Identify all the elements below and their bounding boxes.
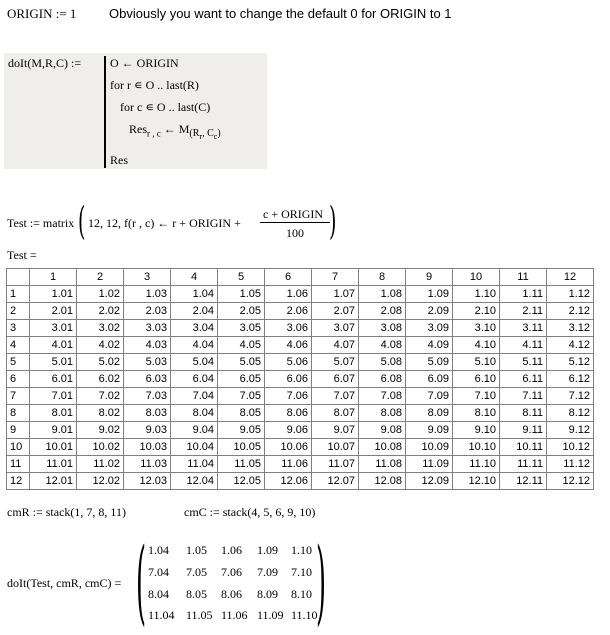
matrix-col-header[interactable]: 1 xyxy=(30,269,77,286)
matrix-row-header[interactable]: 7 xyxy=(7,388,30,405)
matrix-cell[interactable]: 3.04 xyxy=(171,320,218,337)
matrix-cell[interactable]: 10.06 xyxy=(265,439,312,456)
test-open-paren: ( xyxy=(78,199,86,243)
result-cell: 8.10 xyxy=(291,587,312,601)
result-cell: 8.04 xyxy=(148,587,169,601)
matrix-cell[interactable]: 1.11 xyxy=(500,286,547,303)
result-cell: 8.09 xyxy=(257,587,278,601)
matrix-cell[interactable]: 6.10 xyxy=(453,371,500,388)
matrix-col-header[interactable]: 8 xyxy=(359,269,406,286)
matrix-cell[interactable]: 5.05 xyxy=(218,354,265,371)
matrix-col-header[interactable]: 12 xyxy=(547,269,594,286)
matrix-cell[interactable]: 9.06 xyxy=(265,422,312,439)
matrix-row-header[interactable]: 8 xyxy=(7,405,30,422)
matrix-col-header[interactable]: 10 xyxy=(453,269,500,286)
matrix-cell[interactable]: 9.01 xyxy=(30,422,77,439)
matrix-cell[interactable]: 8.10 xyxy=(453,405,500,422)
fraction-numerator: c + ORIGIN xyxy=(263,207,324,221)
matrix-cell[interactable]: 4.01 xyxy=(30,337,77,354)
test-definition-lhs[interactable]: Test := matrix xyxy=(7,216,75,230)
matrix-cell[interactable]: 6.07 xyxy=(312,371,359,388)
matrix-cell[interactable]: 1.09 xyxy=(406,286,453,303)
matrix-cell[interactable]: 7.12 xyxy=(547,388,594,405)
matrix-col-header[interactable]: 7 xyxy=(312,269,359,286)
matrix-cell[interactable]: 1.06 xyxy=(265,286,312,303)
matrix-cell[interactable]: 12.12 xyxy=(547,473,594,490)
matrix-cell[interactable]: 12.09 xyxy=(406,473,453,490)
result-cell: 1.04 xyxy=(148,543,169,557)
matrix-cell[interactable]: 8.06 xyxy=(265,405,312,422)
result-open-paren: ( xyxy=(136,528,147,635)
matrix-col-header[interactable]: 9 xyxy=(406,269,453,286)
matrix-cell[interactable]: 5.12 xyxy=(547,354,594,371)
matrix-cell[interactable]: 3.12 xyxy=(547,320,594,337)
matrix-cell[interactable]: 7.04 xyxy=(171,388,218,405)
m-sub-close: ) xyxy=(217,128,221,140)
matrix-cell[interactable]: 1.08 xyxy=(359,286,406,303)
matrix-cell[interactable]: 3.11 xyxy=(500,320,547,337)
matrix-cell[interactable]: 4.07 xyxy=(312,337,359,354)
matrix-cell[interactable]: 5.01 xyxy=(30,354,77,371)
result-cell: 11.09 xyxy=(257,608,284,622)
matrix-row-header[interactable]: 11 xyxy=(7,456,30,473)
res-symbol: Res xyxy=(129,122,147,136)
matrix-cell[interactable]: 7.09 xyxy=(406,388,453,405)
matrix-row-header[interactable]: 5 xyxy=(7,354,30,371)
result-cell: 7.05 xyxy=(186,565,207,579)
matrix-cell[interactable]: 8.08 xyxy=(359,405,406,422)
program-definition: doIt(M,R,C) := xyxy=(8,56,82,70)
program-line-return: Res xyxy=(110,153,128,167)
matrix-col-header[interactable]: 11 xyxy=(500,269,547,286)
matrix-cell[interactable]: 1.01 xyxy=(30,286,77,303)
program-line-for-c: for c ∊ O .. last(C) xyxy=(120,100,211,114)
matrix-row-header[interactable]: 6 xyxy=(7,371,30,388)
program-line-assign xyxy=(129,122,221,141)
program-line-origin: O ← ORIGIN xyxy=(110,56,179,70)
matrix-row-header[interactable]: 9 xyxy=(7,422,30,439)
matrix-cell[interactable]: 3.01 xyxy=(30,320,77,337)
matrix-cell[interactable]: 8.05 xyxy=(218,405,265,422)
test-definition-args: 12, 12, f(r , c) ← r + ORIGIN + xyxy=(88,216,241,230)
matrix-cell[interactable]: 2.06 xyxy=(265,303,312,320)
matrix-cell[interactable]: 3.03 xyxy=(124,320,171,337)
matrix-cell[interactable]: 11.05 xyxy=(218,456,265,473)
matrix-cell[interactable]: 11.07 xyxy=(312,456,359,473)
matrix-cell[interactable]: 12.08 xyxy=(359,473,406,490)
matrix-cell[interactable]: 3.07 xyxy=(312,320,359,337)
matrix-cell[interactable]: 12.01 xyxy=(30,473,77,490)
matrix-cell[interactable]: 2.09 xyxy=(406,303,453,320)
matrix-cell[interactable]: 11.04 xyxy=(171,456,218,473)
matrix-cell[interactable]: 4.10 xyxy=(453,337,500,354)
matrix-cell[interactable]: 9.11 xyxy=(500,422,547,439)
matrix-cell[interactable]: 12.07 xyxy=(312,473,359,490)
origin-comment[interactable]: Obviously you want to change the default 0 for ORIGIN to 1 xyxy=(109,6,452,21)
matrix-col-header[interactable]: 5 xyxy=(218,269,265,286)
matrix-cell[interactable]: 8.09 xyxy=(406,405,453,422)
matrix-cell[interactable]: 1.02 xyxy=(77,286,124,303)
matrix-cell[interactable]: 6.11 xyxy=(500,371,547,388)
matrix-cell[interactable]: 12.10 xyxy=(453,473,500,490)
result-close-paren: ) xyxy=(316,528,327,635)
matrix-cell[interactable]: 3.08 xyxy=(359,320,406,337)
matrix-cell[interactable]: 5.11 xyxy=(500,354,547,371)
result-lhs[interactable]: doIt(Test, cmR, cmC) = xyxy=(7,576,122,590)
matrix-cell[interactable]: 7.11 xyxy=(500,388,547,405)
cmR-definition[interactable]: cmR := stack(1, 7, 8, 11) xyxy=(7,505,126,519)
matrix-cell[interactable]: 10.08 xyxy=(359,439,406,456)
matrix-cell[interactable]: 6.12 xyxy=(547,371,594,388)
matrix-cell[interactable]: 2.10 xyxy=(453,303,500,320)
matrix-cell[interactable]: 5.02 xyxy=(77,354,124,371)
matrix-row-header[interactable]: 4 xyxy=(7,337,30,354)
matrix-cell[interactable]: 9.04 xyxy=(171,422,218,439)
matrix-cell[interactable]: 6.05 xyxy=(218,371,265,388)
matrix-cell[interactable]: 7.10 xyxy=(453,388,500,405)
matrix-cell[interactable]: 5.10 xyxy=(453,354,500,371)
matrix-cell[interactable]: 1.03 xyxy=(124,286,171,303)
matrix-cell[interactable]: 10.09 xyxy=(406,439,453,456)
matrix-cell[interactable]: 2.05 xyxy=(218,303,265,320)
matrix-cell[interactable]: 9.03 xyxy=(124,422,171,439)
matrix-col-header[interactable]: 4 xyxy=(171,269,218,286)
matrix-cell[interactable]: 8.11 xyxy=(500,405,547,422)
matrix-cell[interactable]: 10.07 xyxy=(312,439,359,456)
matrix-cell[interactable]: 2.04 xyxy=(171,303,218,320)
matrix-cell[interactable]: 9.07 xyxy=(312,422,359,439)
test-evaluation-label[interactable]: Test = xyxy=(7,248,37,262)
matrix-cell[interactable]: 4.11 xyxy=(500,337,547,354)
matrix-cell[interactable]: 12.04 xyxy=(171,473,218,490)
matrix-cell[interactable]: 1.04 xyxy=(171,286,218,303)
matrix-cell[interactable]: 1.12 xyxy=(547,286,594,303)
assign-rhs: ← M xyxy=(163,122,190,136)
matrix-cell[interactable]: 9.10 xyxy=(453,422,500,439)
matrix-cell[interactable]: 11.01 xyxy=(30,456,77,473)
matrix-cell[interactable]: 8.07 xyxy=(312,405,359,422)
matrix-row-header[interactable]: 12 xyxy=(7,473,30,490)
matrix-cell[interactable]: 10.02 xyxy=(77,439,124,456)
matrix-cell[interactable]: 6.01 xyxy=(30,371,77,388)
matrix-cell[interactable]: 6.06 xyxy=(265,371,312,388)
matrix-cell[interactable]: 2.11 xyxy=(500,303,547,320)
matrix-cell[interactable]: 12.05 xyxy=(218,473,265,490)
matrix-cell[interactable]: 11.02 xyxy=(77,456,124,473)
matrix-row-header[interactable]: 2 xyxy=(7,303,30,320)
res-subscript: r , c xyxy=(147,128,161,139)
matrix-cell[interactable]: 4.09 xyxy=(406,337,453,354)
matrix-cell[interactable]: 11.09 xyxy=(406,456,453,473)
fraction-denominator: 100 xyxy=(286,226,304,240)
matrix-cell[interactable]: 12.03 xyxy=(124,473,171,490)
matrix-cell[interactable]: 11.08 xyxy=(359,456,406,473)
result-cell: 11.05 xyxy=(186,608,213,622)
matrix-cell[interactable]: 11.03 xyxy=(124,456,171,473)
result-cell: 7.04 xyxy=(148,565,169,579)
matrix-cell[interactable]: 10.10 xyxy=(453,439,500,456)
matrix-cell[interactable]: 3.06 xyxy=(265,320,312,337)
matrix-cell[interactable]: 9.12 xyxy=(547,422,594,439)
matrix-corner xyxy=(7,269,30,286)
matrix-cell[interactable]: 2.12 xyxy=(547,303,594,320)
matrix-cell[interactable]: 11.06 xyxy=(265,456,312,473)
matrix-cell[interactable]: 9.08 xyxy=(359,422,406,439)
matrix-cell[interactable]: 8.01 xyxy=(30,405,77,422)
matrix-row-header[interactable]: 10 xyxy=(7,439,30,456)
matrix-row-header[interactable]: 1 xyxy=(7,286,30,303)
matrix-cell[interactable]: 7.08 xyxy=(359,388,406,405)
matrix-cell[interactable]: 7.07 xyxy=(312,388,359,405)
matrix-cell[interactable]: 5.09 xyxy=(406,354,453,371)
matrix-cell[interactable]: 7.05 xyxy=(218,388,265,405)
matrix-cell[interactable]: 1.05 xyxy=(218,286,265,303)
matrix-cell[interactable]: 9.09 xyxy=(406,422,453,439)
matrix-cell[interactable]: 4.06 xyxy=(265,337,312,354)
matrix-cell[interactable]: 11.10 xyxy=(453,456,500,473)
matrix-cell[interactable]: 11.12 xyxy=(547,456,594,473)
matrix-cell[interactable]: 2.03 xyxy=(124,303,171,320)
matrix-cell[interactable]: 10.05 xyxy=(218,439,265,456)
result-cell: 7.06 xyxy=(221,565,242,579)
matrix-cell[interactable]: 1.10 xyxy=(453,286,500,303)
result-cell: 11.04 xyxy=(148,608,175,622)
matrix-cell[interactable]: 11.11 xyxy=(500,456,547,473)
result-cell: 1.09 xyxy=(257,543,278,557)
m-sub-r: r xyxy=(199,132,203,142)
fraction-bar xyxy=(260,222,330,223)
matrix-cell[interactable]: 12.02 xyxy=(77,473,124,490)
matrix-cell[interactable]: 8.04 xyxy=(171,405,218,422)
matrix-col-header[interactable]: 2 xyxy=(77,269,124,286)
result-cell: 11.10 xyxy=(291,608,318,622)
m-sub-comma: , C xyxy=(202,128,214,140)
matrix-cell[interactable]: 2.01 xyxy=(30,303,77,320)
matrix-cell[interactable]: 5.06 xyxy=(265,354,312,371)
matrix-cell[interactable]: 5.07 xyxy=(312,354,359,371)
matrix-cell[interactable]: 9.02 xyxy=(77,422,124,439)
origin-assignment[interactable]: ORIGIN := 1 xyxy=(7,6,77,21)
matrix-cell[interactable]: 12.11 xyxy=(500,473,547,490)
result-cell: 7.10 xyxy=(291,565,312,579)
result-cell: 11.06 xyxy=(221,608,248,622)
matrix-cell[interactable]: 2.02 xyxy=(77,303,124,320)
matrix-cell[interactable]: 5.04 xyxy=(171,354,218,371)
matrix-col-header[interactable]: 6 xyxy=(265,269,312,286)
matrix-cell[interactable]: 7.02 xyxy=(77,388,124,405)
matrix-cell[interactable]: 3.09 xyxy=(406,320,453,337)
matrix-cell[interactable]: 4.04 xyxy=(171,337,218,354)
matrix-cell[interactable]: 12.06 xyxy=(265,473,312,490)
matrix-cell[interactable]: 8.02 xyxy=(77,405,124,422)
matrix-col-header[interactable]: 3 xyxy=(124,269,171,286)
cmC-definition[interactable]: cmC := stack(4, 5, 6, 9, 10) xyxy=(184,505,316,519)
matrix-cell[interactable]: 7.03 xyxy=(124,388,171,405)
matrix-cell[interactable]: 5.08 xyxy=(359,354,406,371)
matrix-cell[interactable]: 2.07 xyxy=(312,303,359,320)
matrix-cell[interactable]: 8.12 xyxy=(547,405,594,422)
matrix-cell[interactable]: 6.04 xyxy=(171,371,218,388)
matrix-cell[interactable]: 3.10 xyxy=(453,320,500,337)
matrix-cell[interactable]: 6.02 xyxy=(77,371,124,388)
result-cell: 1.05 xyxy=(186,543,207,557)
program-bracket xyxy=(104,56,106,168)
matrix-cell[interactable]: 2.08 xyxy=(359,303,406,320)
matrix-cell[interactable]: 7.01 xyxy=(30,388,77,405)
result-cell: 8.05 xyxy=(186,587,207,601)
test-close-paren: ) xyxy=(329,199,337,243)
matrix-cell[interactable]: 6.08 xyxy=(359,371,406,388)
m-sub-c: c xyxy=(213,132,218,142)
matrix-cell[interactable]: 10.01 xyxy=(30,439,77,456)
matrix-cell[interactable]: 4.03 xyxy=(124,337,171,354)
matrix-cell[interactable]: 6.03 xyxy=(124,371,171,388)
result-cell: 1.06 xyxy=(221,543,242,557)
result-cell: 8.06 xyxy=(221,587,242,601)
result-cell: 7.09 xyxy=(257,565,278,579)
matrix-cell[interactable]: 10.03 xyxy=(124,439,171,456)
matrix-cell[interactable]: 3.02 xyxy=(77,320,124,337)
matrix-cell[interactable]: 9.05 xyxy=(218,422,265,439)
m-sub-open: (R xyxy=(189,128,200,140)
matrix-cell[interactable]: 4.08 xyxy=(359,337,406,354)
matrix-cell[interactable]: 4.05 xyxy=(218,337,265,354)
program-line-for-r: for r ∊ O .. last(R) xyxy=(110,78,199,92)
matrix-cell[interactable]: 10.12 xyxy=(547,439,594,456)
matrix-cell[interactable]: 4.02 xyxy=(77,337,124,354)
matrix-cell[interactable]: 10.04 xyxy=(171,439,218,456)
matrix-cell[interactable]: 10.11 xyxy=(500,439,547,456)
matrix-cell[interactable]: 6.09 xyxy=(406,371,453,388)
test-matrix-table[interactable] xyxy=(6,268,594,490)
matrix-row-header[interactable]: 3 xyxy=(7,320,30,337)
matrix-cell[interactable]: 1.07 xyxy=(312,286,359,303)
matrix-cell[interactable]: 4.12 xyxy=(547,337,594,354)
matrix-cell[interactable]: 8.03 xyxy=(124,405,171,422)
matrix-cell[interactable]: 3.05 xyxy=(218,320,265,337)
result-cell: 1.10 xyxy=(291,543,312,557)
matrix-cell[interactable]: 5.03 xyxy=(124,354,171,371)
matrix-cell[interactable]: 7.06 xyxy=(265,388,312,405)
